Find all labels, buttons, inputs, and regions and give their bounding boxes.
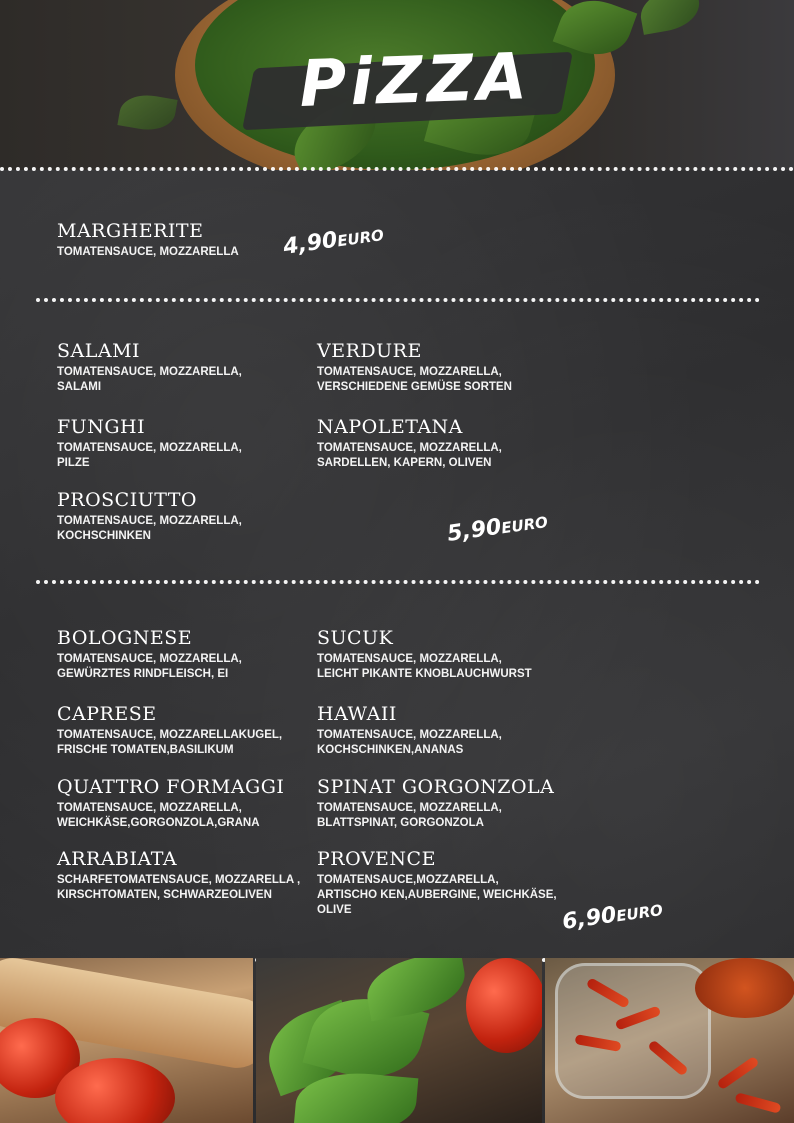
price-label xyxy=(446,508,550,547)
menu-item-ingredients: TOMATENSAUCE, MOZZARELLA, PILZE xyxy=(57,442,242,469)
menu-item-ingredients: TOMATENSAUCE, MOZZARELLA, BLATTSPINAT, GORGONZOLA xyxy=(317,802,502,829)
chili-pepper-image xyxy=(734,1092,781,1114)
menu-item-name: PROVENCE xyxy=(317,848,436,870)
menu-item-name: NAPOLETANA xyxy=(317,416,463,438)
spinach-bowl-photo xyxy=(0,0,794,170)
price-currency: EURO xyxy=(500,513,549,538)
menu-item-margherite xyxy=(57,220,239,260)
menu-item-ingredients: TOMATENSAUCE, MOZZARELLA xyxy=(57,246,239,258)
menu-item-ingredients: TOMATENSAUCE, MOZZARELLAKUGEL, FRISCHE TOMATEN,BASILIKUM xyxy=(57,729,283,756)
basil-tomato-photo xyxy=(256,958,542,1123)
chili-jar-photo xyxy=(545,958,794,1123)
pizza-tomato-photo xyxy=(0,958,253,1123)
menu-item-name: VERDURE xyxy=(317,340,422,362)
price-currency: EURO xyxy=(336,226,385,251)
menu-item-name: SPINAT GORGONZOLA xyxy=(317,776,555,798)
chili-powder-image xyxy=(695,958,794,1018)
menu-item-name: HAWAII xyxy=(317,703,397,725)
menu-item-verdure xyxy=(317,340,512,395)
menu-item-caprese xyxy=(57,703,282,758)
menu-item-sucuk xyxy=(317,627,532,682)
glass-jar-image xyxy=(555,963,711,1099)
menu-item-ingredients: TOMATENSAUCE, MOZZARELLA, LEICHT PIKANTE KNOBLAUCHWURST xyxy=(317,653,532,680)
menu-item-name: ARRABIATA xyxy=(57,848,178,870)
menu-item-ingredients: TOMATENSAUCE, MOZZARELLA, VERSCHIEDENE GEMÜSE SORTEN xyxy=(317,366,512,393)
tomato-image xyxy=(466,958,542,1053)
price-label xyxy=(561,896,665,935)
menu-item-funghi xyxy=(57,416,242,471)
price-amount: 4,90 xyxy=(281,227,339,260)
dotted-divider xyxy=(0,167,794,171)
menu-item-arrabiata xyxy=(57,848,300,903)
menu-item-ingredients: TOMATENSAUCE, MOZZARELLA, WEICHKÄSE,GORGONZOLA,GRANA xyxy=(57,802,260,829)
page-title: PiZZA xyxy=(298,39,532,123)
menu-item-spinat-gorgonzola xyxy=(317,776,554,831)
menu-item-ingredients: TOMATENSAUCE, MOZZARELLA, KOCHSCHINKEN,ANANAS xyxy=(317,729,502,756)
chili-pepper-image xyxy=(716,1056,759,1091)
menu-item-name: BOLOGNESE xyxy=(57,627,193,649)
menu-item-name: SUCUK xyxy=(317,627,394,649)
price-currency: EURO xyxy=(615,901,664,926)
menu-item-ingredients: TOMATENSAUCE, MOZZARELLA, SARDELLEN, KAPERN, OLIVEN xyxy=(317,442,502,469)
menu-item-ingredients: SCHARFETOMATENSAUCE, MOZZARELLA , KIRSCHTOMATEN, SCHWARZEOLIVEN xyxy=(57,874,301,901)
menu-item-name: PROSCIUTTO xyxy=(57,489,198,511)
menu-item-bolognese xyxy=(57,627,242,682)
menu-item-napoletana xyxy=(317,416,502,471)
menu-item-ingredients: TOMATENSAUCE,MOZZARELLA, ARTISCHO KEN,AUBERGINE, WEICHKÄSE, OLIVE xyxy=(317,874,557,916)
price-label xyxy=(282,221,386,260)
menu-item-prosciutto xyxy=(57,489,242,544)
menu-item-ingredients: TOMATENSAUCE, MOZZARELLA, GEWÜRZTES RINDFLEISCH, EI xyxy=(57,653,242,680)
menu-item-name: QUATTRO FORMAGGI xyxy=(57,776,285,798)
menu-item-provence xyxy=(317,848,557,918)
dotted-divider xyxy=(36,580,760,584)
basil-leaf-image xyxy=(362,958,470,1021)
menu-item-ingredients: TOMATENSAUCE, MOZZARELLA, KOCHSCHINKEN xyxy=(57,515,242,542)
dotted-divider xyxy=(36,298,760,302)
menu-item-quattro-formaggi xyxy=(57,776,284,831)
menu-item-name: MARGHERITE xyxy=(57,220,204,242)
menu-item-hawaii xyxy=(317,703,502,758)
menu-item-ingredients: TOMATENSAUCE, MOZZARELLA, SALAMI xyxy=(57,366,242,393)
menu-item-name: CAPRESE xyxy=(57,703,157,725)
price-amount: 6,90 xyxy=(560,902,618,935)
spinach-leaf-image xyxy=(117,90,177,134)
menu-item-name: FUNGHI xyxy=(57,416,146,438)
menu-item-name: SALAMI xyxy=(57,340,141,362)
spinach-leaf-image xyxy=(637,0,703,35)
price-amount: 5,90 xyxy=(445,514,503,547)
menu-item-salami xyxy=(57,340,242,395)
